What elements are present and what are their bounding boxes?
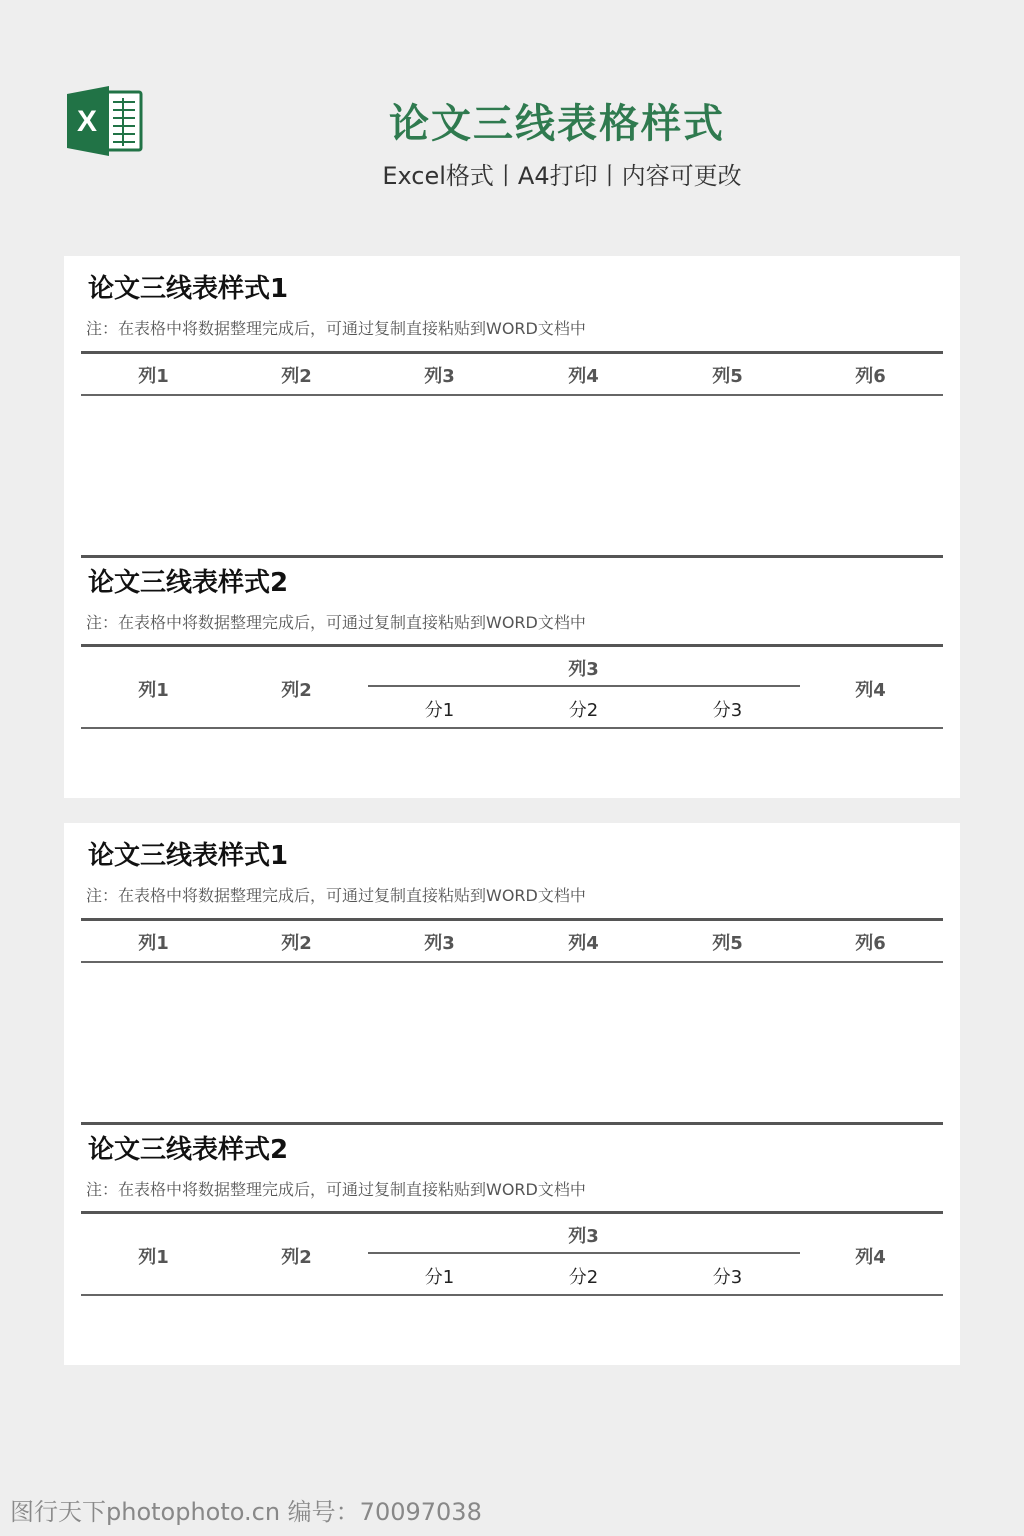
column-header[interactable]: 列3 bbox=[568, 1226, 599, 1247]
table-style-title: 论文三线表样式1 bbox=[88, 274, 289, 304]
table-style-title: 论文三线表样式1 bbox=[88, 841, 289, 871]
table-note: 注：在表格中将数据整理完成后，可通过复制直接粘贴到WORD文档中 bbox=[86, 886, 586, 905]
column-header[interactable]: 列4 bbox=[568, 933, 599, 954]
column-header[interactable]: 列5 bbox=[712, 366, 743, 387]
table-note: 注：在表格中将数据整理完成后，可通过复制直接粘贴到WORD文档中 bbox=[86, 319, 586, 338]
header-rule bbox=[81, 727, 943, 729]
header-rule bbox=[81, 394, 943, 396]
bottom-rule bbox=[81, 1122, 943, 1125]
column-header[interactable]: 列4 bbox=[568, 366, 599, 387]
column-header[interactable]: 列4 bbox=[855, 680, 886, 701]
page-subtitle: Excel格式丨A4打印丨内容可更改 bbox=[382, 162, 742, 190]
template-card-1 bbox=[64, 256, 960, 798]
column-header[interactable]: 列2 bbox=[281, 1247, 312, 1268]
column-header[interactable]: 列4 bbox=[855, 1247, 886, 1268]
top-rule bbox=[81, 351, 943, 354]
column-header[interactable]: 列1 bbox=[138, 680, 169, 701]
logo-letter: X bbox=[76, 105, 98, 138]
subcolumn-header[interactable]: 分2 bbox=[568, 700, 599, 721]
column-header[interactable]: 列3 bbox=[424, 366, 455, 387]
spanner-rule bbox=[368, 685, 800, 687]
column-header[interactable]: 列2 bbox=[281, 933, 312, 954]
column-header[interactable]: 列2 bbox=[281, 680, 312, 701]
column-header[interactable]: 列5 bbox=[712, 933, 743, 954]
top-rule bbox=[81, 644, 943, 647]
column-header[interactable]: 列2 bbox=[281, 366, 312, 387]
subcolumn-header[interactable]: 分1 bbox=[424, 700, 455, 721]
subcolumn-header[interactable]: 分3 bbox=[712, 1267, 743, 1288]
column-header[interactable]: 列6 bbox=[855, 366, 886, 387]
column-header[interactable]: 列1 bbox=[138, 933, 169, 954]
page-title: 论文三线表格样式 bbox=[389, 101, 725, 147]
subcolumn-header[interactable]: 分1 bbox=[424, 1267, 455, 1288]
column-header[interactable]: 列1 bbox=[138, 366, 169, 387]
column-header[interactable]: 列3 bbox=[568, 659, 599, 680]
subcolumn-header[interactable]: 分3 bbox=[712, 700, 743, 721]
column-header[interactable]: 列6 bbox=[855, 933, 886, 954]
watermark-text: 图行天下photophoto.cn 编号：70097038 bbox=[10, 1498, 482, 1526]
subcolumn-header[interactable]: 分2 bbox=[568, 1267, 599, 1288]
table-style-title: 论文三线表样式2 bbox=[88, 568, 289, 598]
spanner-rule bbox=[368, 1252, 800, 1254]
column-header[interactable]: 列3 bbox=[424, 933, 455, 954]
table-note: 注：在表格中将数据整理完成后，可通过复制直接粘贴到WORD文档中 bbox=[86, 1180, 586, 1199]
column-header[interactable]: 列1 bbox=[138, 1247, 169, 1268]
template-card-2 bbox=[64, 823, 960, 1365]
header-rule bbox=[81, 961, 943, 963]
top-rule bbox=[81, 918, 943, 921]
header-rule bbox=[81, 1294, 943, 1296]
top-rule bbox=[81, 1211, 943, 1214]
table-style-title: 论文三线表样式2 bbox=[88, 1135, 289, 1165]
bottom-rule bbox=[81, 555, 943, 558]
table-note: 注：在表格中将数据整理完成后，可通过复制直接粘贴到WORD文档中 bbox=[86, 613, 586, 632]
